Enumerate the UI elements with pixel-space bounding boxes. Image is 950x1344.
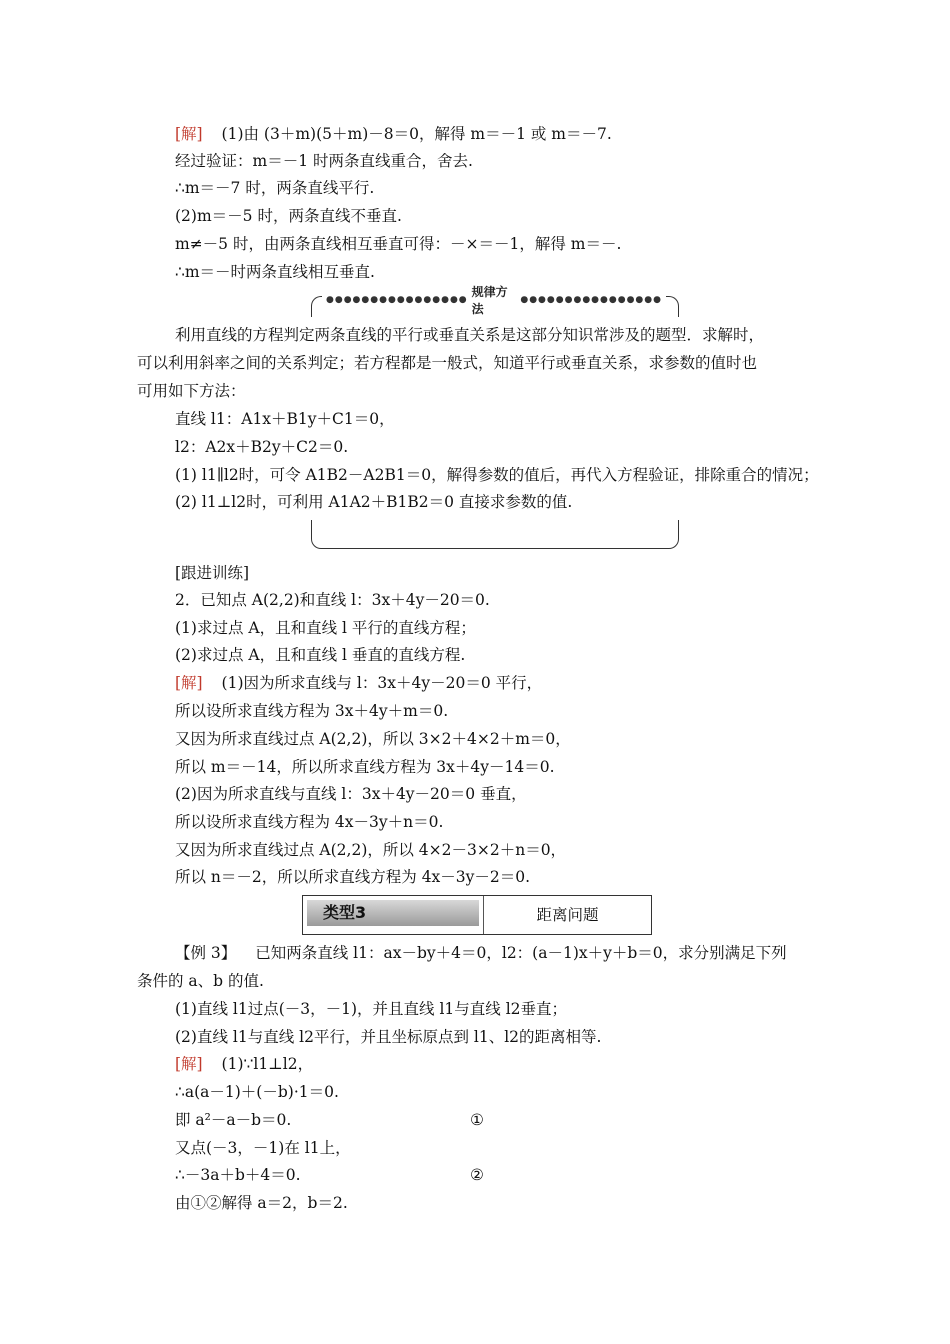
method-line-2: l2：A2x＋B2y＋C2＝0. [175,438,349,456]
example-3-condition-1: (1)直线 l1过点(－3，－1)，并且直线 l1与直线 l2垂直； [175,1000,568,1018]
practice-solution-1 [175,673,542,693]
example-label: 【例 3】 [175,944,237,962]
type-header [302,895,652,935]
practice-solution-4: 所以 m＝－14，所以所求直线方程为 3x＋4y－14＝0. [175,758,555,776]
example-3-solution-4: 又点(－3，－1)在 l1上， [175,1139,351,1157]
solution-text: (1)因为所求直线与 l：3x＋4y－20＝0 平行， [221,674,543,692]
type-tag: 类型3 [307,900,479,926]
dots-decoration: ●●●●●●●●●●●●●●●● [520,295,662,305]
method-box-title [322,285,666,316]
example-3-solution-6: 由①②解得 a＝2，b＝2. [175,1194,348,1212]
example-3-solution-5: ∴－3a＋b＋4＝0. [175,1166,301,1184]
method-line-1: 直线 l1：A1x＋B1y＋C1＝0， [175,410,395,428]
solution-text: (1)∵l1⊥l2， [221,1055,314,1073]
equation-marker-2: ② [470,1166,484,1184]
solution-line-6: ∴m＝－时两条直线相互垂直. [175,263,375,281]
example-text: 已知两条直线 l1：ax－by＋4＝0，l2：(a－1)x＋y＋b＝0，求分别满足下列 [255,944,787,962]
method-line-4: (2) l1⊥l2时，可利用 A1A2＋B1B2＝0 直接求参数的值. [175,493,573,511]
solution-line-4: (2)m＝－5 时，两条直线不垂直. [175,207,402,225]
method-box-bottom [311,520,679,549]
example-3-condition-2: (2)直线 l1与直线 l2平行，并且坐标原点到 l1、l2的距离相等. [175,1028,602,1046]
practice-solution-6: 所以设所求直线方程为 4x－3y＋n＝0. [175,813,444,831]
practice-question-2: (2)求过点 A，且和直线 l 垂直的直线方程. [175,646,466,664]
practice-solution-3: 又因为所求直线过点 A(2,2)，所以 3×2＋4×2＋m＝0， [175,730,571,748]
equation-marker-1: ① [470,1111,484,1129]
method-paragraph-3: 可用如下方法： [137,382,246,400]
example-3-solution-3: 即 a²－a－b＝0. [175,1111,292,1129]
method-line-3: (1) l1∥l2时，可令 A1B2－A2B1＝0，解得参数的值后，再代入方程验证，排除重合的情况； [175,466,819,484]
solution-line-2: 经过验证：m＝－1 时两条直线重合，舍去. [175,152,473,170]
practice-solution-7: 又因为所求直线过点 A(2,2)，所以 4×2－3×2＋n＝0， [175,841,567,859]
method-paragraph-2: 可以利用斜率之间的关系判定；若方程都是一般式，知道平行或垂直关系，求参数的值时也 [137,354,758,372]
method-paragraph-1: 利用直线的方程判定两条直线的平行或垂直关系是这部分知识常涉及的题型．求解时， [175,326,765,344]
solution-text: (1)由 (3＋m)(5＋m)－8＝0，解得 m＝－1 或 m＝－7. [221,125,612,143]
practice-question-1: (1)求过点 A，且和直线 l 平行的直线方程； [175,619,476,637]
solution-tag: [解] [175,1055,203,1073]
solution-line-1 [175,124,612,144]
solution-line-3: ∴m＝－7 时，两条直线平行. [175,179,375,197]
example-3-solution-1 [175,1054,313,1074]
practice-question: 2．已知点 A(2,2)和直线 l：3x＋4y－20＝0. [175,591,490,609]
type-title: 距离问题 [536,906,599,924]
solution-line-5: m≠－5 时，由两条直线相互垂直可得：－×＝－1，解得 m＝－. [175,235,622,253]
example-3-solution-2: ∴a(a－1)＋(－b)·1＝0. [175,1083,339,1101]
practice-solution-2: 所以设所求直线方程为 3x＋4y＋m＝0. [175,702,449,720]
example-3-line-1 [175,943,787,963]
solution-tag: [解] [175,125,203,143]
practice-solution-8: 所以 n＝－2，所以所求直线方程为 4x－3y－2＝0. [175,868,531,886]
method-title: 规律方法 [471,285,508,316]
practice-solution-5: (2)因为所求直线与直线 l：3x＋4y－20＝0 垂直， [175,785,527,803]
solution-tag: [解] [175,674,203,692]
dots-decoration: ●●●●●●●●●●●●●●●● [326,295,468,305]
practice-heading: [跟进训练] [175,564,250,582]
example-3-line-2: 条件的 a、b 的值. [137,972,264,990]
